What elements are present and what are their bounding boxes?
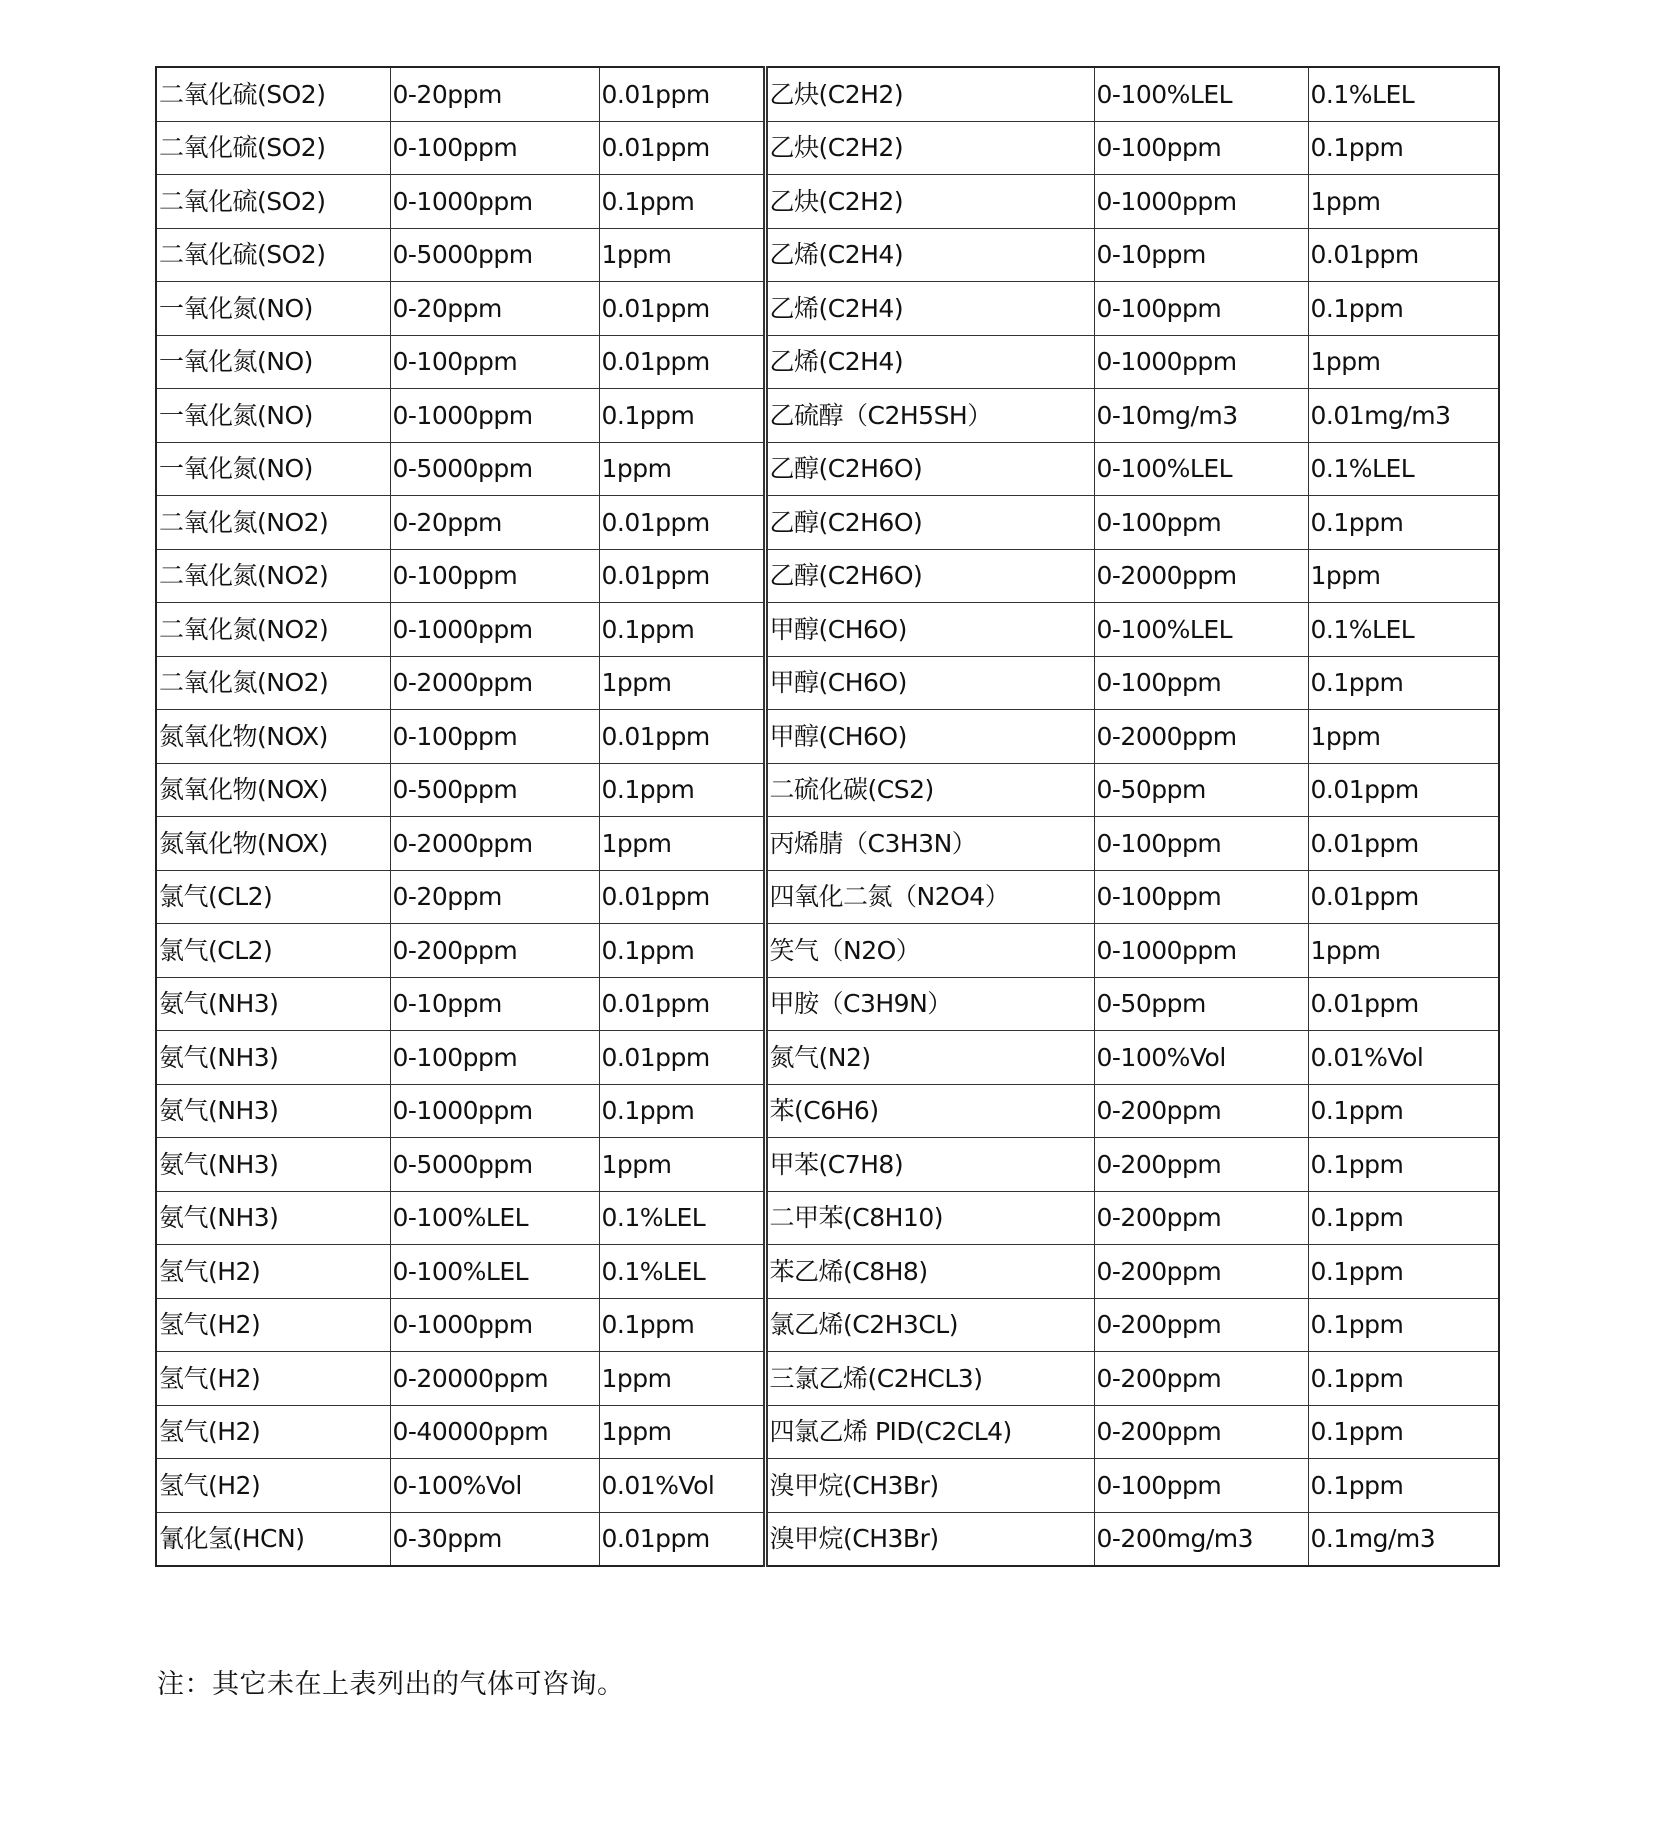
resolution-cell: 0.01ppm bbox=[599, 67, 765, 121]
range-cell: 0-5000ppm bbox=[390, 442, 599, 496]
table-row bbox=[156, 1084, 1499, 1138]
gas-name-cell: 乙炔(C2H2) bbox=[765, 175, 1094, 229]
gas-name-cell: 氢气(H2) bbox=[156, 1405, 390, 1459]
gas-name-cell: 乙醇(C2H6O) bbox=[765, 442, 1094, 496]
gas-spec-table-body bbox=[156, 67, 1499, 1566]
table-row bbox=[156, 656, 1499, 710]
table-row bbox=[156, 389, 1499, 443]
resolution-cell: 0.1ppm bbox=[1308, 496, 1499, 550]
table-row bbox=[156, 1031, 1499, 1085]
range-cell: 0-10ppm bbox=[390, 977, 599, 1031]
resolution-cell: 1ppm bbox=[1308, 549, 1499, 603]
gas-name-cell: 氮氧化物(NOX) bbox=[156, 763, 390, 817]
range-cell: 0-10ppm bbox=[1094, 228, 1308, 282]
range-cell: 0-50ppm bbox=[1094, 763, 1308, 817]
resolution-cell: 1ppm bbox=[1308, 924, 1499, 978]
table-row bbox=[156, 1405, 1499, 1459]
gas-name-cell: 乙炔(C2H2) bbox=[765, 67, 1094, 121]
resolution-cell: 0.1ppm bbox=[599, 389, 765, 443]
range-cell: 0-100ppm bbox=[1094, 282, 1308, 336]
range-cell: 0-200ppm bbox=[1094, 1352, 1308, 1406]
resolution-cell: 0.1ppm bbox=[599, 763, 765, 817]
range-cell: 0-100ppm bbox=[1094, 496, 1308, 550]
gas-name-cell: 氯乙烯(C2H3CL) bbox=[765, 1298, 1094, 1352]
range-cell: 0-100ppm bbox=[1094, 656, 1308, 710]
gas-name-cell: 二氧化氮(NO2) bbox=[156, 656, 390, 710]
range-cell: 0-1000ppm bbox=[390, 1084, 599, 1138]
gas-name-cell: 苯(C6H6) bbox=[765, 1084, 1094, 1138]
range-cell: 0-30ppm bbox=[390, 1512, 599, 1566]
gas-name-cell: 氨气(NH3) bbox=[156, 1031, 390, 1085]
resolution-cell: 0.1mg/m3 bbox=[1308, 1512, 1499, 1566]
resolution-cell: 0.01ppm bbox=[599, 1031, 765, 1085]
resolution-cell: 0.1ppm bbox=[1308, 1084, 1499, 1138]
table-row bbox=[156, 1191, 1499, 1245]
resolution-cell: 1ppm bbox=[599, 1352, 765, 1406]
table-row bbox=[156, 710, 1499, 764]
table-row bbox=[156, 121, 1499, 175]
gas-name-cell: 氨气(NH3) bbox=[156, 1191, 390, 1245]
resolution-cell: 0.1%LEL bbox=[599, 1245, 765, 1299]
range-cell: 0-100ppm bbox=[390, 121, 599, 175]
resolution-cell: 0.1%LEL bbox=[1308, 67, 1499, 121]
gas-name-cell: 乙醇(C2H6O) bbox=[765, 549, 1094, 603]
range-cell: 0-100%LEL bbox=[390, 1245, 599, 1299]
gas-name-cell: 二氧化硫(SO2) bbox=[156, 121, 390, 175]
resolution-cell: 0.01ppm bbox=[599, 549, 765, 603]
resolution-cell: 1ppm bbox=[599, 656, 765, 710]
table-row bbox=[156, 603, 1499, 657]
resolution-cell: 1ppm bbox=[1308, 710, 1499, 764]
resolution-cell: 0.1ppm bbox=[1308, 1298, 1499, 1352]
table-row bbox=[156, 335, 1499, 389]
resolution-cell: 0.1ppm bbox=[599, 1084, 765, 1138]
resolution-cell: 0.1%LEL bbox=[599, 1191, 765, 1245]
table-row bbox=[156, 282, 1499, 336]
gas-name-cell: 氰化氢(HCN) bbox=[156, 1512, 390, 1566]
table-row bbox=[156, 442, 1499, 496]
gas-name-cell: 乙烯(C2H4) bbox=[765, 282, 1094, 336]
resolution-cell: 1ppm bbox=[599, 817, 765, 871]
resolution-cell: 0.01ppm bbox=[1308, 870, 1499, 924]
resolution-cell: 0.01ppm bbox=[599, 282, 765, 336]
table-row bbox=[156, 763, 1499, 817]
resolution-cell: 0.01ppm bbox=[599, 121, 765, 175]
gas-name-cell: 氢气(H2) bbox=[156, 1459, 390, 1513]
range-cell: 0-2000ppm bbox=[1094, 710, 1308, 764]
table-row bbox=[156, 175, 1499, 229]
range-cell: 0-20ppm bbox=[390, 870, 599, 924]
resolution-cell: 0.01ppm bbox=[599, 496, 765, 550]
resolution-cell: 1ppm bbox=[599, 1405, 765, 1459]
gas-name-cell: 氢气(H2) bbox=[156, 1298, 390, 1352]
gas-name-cell: 丙烯腈（C3H3N） bbox=[765, 817, 1094, 871]
gas-name-cell: 氢气(H2) bbox=[156, 1245, 390, 1299]
gas-name-cell: 乙硫醇（C2H5SH） bbox=[765, 389, 1094, 443]
range-cell: 0-10mg/m3 bbox=[1094, 389, 1308, 443]
resolution-cell: 0.1ppm bbox=[1308, 1459, 1499, 1513]
resolution-cell: 0.01ppm bbox=[1308, 763, 1499, 817]
resolution-cell: 0.1ppm bbox=[1308, 1352, 1499, 1406]
resolution-cell: 0.1ppm bbox=[1308, 121, 1499, 175]
resolution-cell: 0.01ppm bbox=[599, 977, 765, 1031]
range-cell: 0-200ppm bbox=[1094, 1191, 1308, 1245]
range-cell: 0-20ppm bbox=[390, 67, 599, 121]
gas-name-cell: 乙烯(C2H4) bbox=[765, 335, 1094, 389]
resolution-cell: 0.01ppm bbox=[599, 335, 765, 389]
table-row bbox=[156, 924, 1499, 978]
resolution-cell: 0.01%Vol bbox=[1308, 1031, 1499, 1085]
range-cell: 0-20ppm bbox=[390, 282, 599, 336]
table-row bbox=[156, 1138, 1499, 1192]
resolution-cell: 0.1ppm bbox=[599, 1298, 765, 1352]
resolution-cell: 0.01ppm bbox=[1308, 228, 1499, 282]
gas-spec-table bbox=[155, 66, 1500, 1567]
range-cell: 0-1000ppm bbox=[1094, 924, 1308, 978]
range-cell: 0-1000ppm bbox=[390, 389, 599, 443]
range-cell: 0-100%LEL bbox=[1094, 442, 1308, 496]
resolution-cell: 0.1%LEL bbox=[1308, 442, 1499, 496]
gas-name-cell: 二甲苯(C8H10) bbox=[765, 1191, 1094, 1245]
gas-name-cell: 乙烯(C2H4) bbox=[765, 228, 1094, 282]
range-cell: 0-2000ppm bbox=[390, 656, 599, 710]
gas-name-cell: 二氧化氮(NO2) bbox=[156, 549, 390, 603]
gas-name-cell: 一氧化氮(NO) bbox=[156, 442, 390, 496]
range-cell: 0-200ppm bbox=[1094, 1084, 1308, 1138]
gas-name-cell: 二氧化氮(NO2) bbox=[156, 496, 390, 550]
gas-name-cell: 甲苯(C7H8) bbox=[765, 1138, 1094, 1192]
range-cell: 0-2000ppm bbox=[1094, 549, 1308, 603]
range-cell: 0-100%LEL bbox=[1094, 67, 1308, 121]
range-cell: 0-200ppm bbox=[1094, 1405, 1308, 1459]
resolution-cell: 0.01ppm bbox=[599, 870, 765, 924]
range-cell: 0-100%LEL bbox=[1094, 603, 1308, 657]
resolution-cell: 0.1%LEL bbox=[1308, 603, 1499, 657]
range-cell: 0-100ppm bbox=[390, 1031, 599, 1085]
gas-name-cell: 氮氧化物(NOX) bbox=[156, 817, 390, 871]
range-cell: 0-1000ppm bbox=[390, 603, 599, 657]
gas-name-cell: 乙醇(C2H6O) bbox=[765, 496, 1094, 550]
resolution-cell: 0.1ppm bbox=[1308, 1138, 1499, 1192]
gas-name-cell: 氨气(NH3) bbox=[156, 1084, 390, 1138]
table-row bbox=[156, 870, 1499, 924]
range-cell: 0-100ppm bbox=[390, 549, 599, 603]
range-cell: 0-100%LEL bbox=[390, 1191, 599, 1245]
resolution-cell: 0.01ppm bbox=[599, 1512, 765, 1566]
table-row bbox=[156, 1298, 1499, 1352]
range-cell: 0-100ppm bbox=[1094, 121, 1308, 175]
gas-name-cell: 氮气(N2) bbox=[765, 1031, 1094, 1085]
range-cell: 0-200ppm bbox=[1094, 1245, 1308, 1299]
footnote: 注：其它未在上表列出的气体可咨询。 bbox=[157, 1669, 625, 1700]
range-cell: 0-1000ppm bbox=[390, 175, 599, 229]
range-cell: 0-100%Vol bbox=[1094, 1031, 1308, 1085]
gas-name-cell: 苯乙烯(C8H8) bbox=[765, 1245, 1094, 1299]
range-cell: 0-1000ppm bbox=[1094, 175, 1308, 229]
gas-name-cell: 氨气(NH3) bbox=[156, 1138, 390, 1192]
resolution-cell: 0.1ppm bbox=[599, 924, 765, 978]
table-row bbox=[156, 977, 1499, 1031]
range-cell: 0-5000ppm bbox=[390, 1138, 599, 1192]
range-cell: 0-2000ppm bbox=[390, 817, 599, 871]
range-cell: 0-20000ppm bbox=[390, 1352, 599, 1406]
gas-name-cell: 四氧化二氮（N2O4） bbox=[765, 870, 1094, 924]
resolution-cell: 0.1ppm bbox=[599, 603, 765, 657]
range-cell: 0-20ppm bbox=[390, 496, 599, 550]
gas-name-cell: 二氧化硫(SO2) bbox=[156, 67, 390, 121]
resolution-cell: 0.01ppm bbox=[1308, 977, 1499, 1031]
gas-name-cell: 一氧化氮(NO) bbox=[156, 282, 390, 336]
gas-name-cell: 三氯乙烯(C2HCL3) bbox=[765, 1352, 1094, 1406]
gas-name-cell: 甲胺（C3H9N） bbox=[765, 977, 1094, 1031]
gas-name-cell: 一氧化氮(NO) bbox=[156, 335, 390, 389]
range-cell: 0-1000ppm bbox=[1094, 335, 1308, 389]
range-cell: 0-1000ppm bbox=[390, 1298, 599, 1352]
resolution-cell: 0.1ppm bbox=[1308, 1245, 1499, 1299]
gas-name-cell: 二硫化碳(CS2) bbox=[765, 763, 1094, 817]
resolution-cell: 0.01%Vol bbox=[599, 1459, 765, 1513]
range-cell: 0-100ppm bbox=[390, 710, 599, 764]
resolution-cell: 0.1ppm bbox=[599, 175, 765, 229]
gas-name-cell: 氯气(CL2) bbox=[156, 870, 390, 924]
gas-name-cell: 甲醇(CH6O) bbox=[765, 603, 1094, 657]
resolution-cell: 0.01ppm bbox=[1308, 817, 1499, 871]
gas-name-cell: 二氧化氮(NO2) bbox=[156, 603, 390, 657]
range-cell: 0-200ppm bbox=[390, 924, 599, 978]
range-cell: 0-50ppm bbox=[1094, 977, 1308, 1031]
resolution-cell: 1ppm bbox=[599, 1138, 765, 1192]
resolution-cell: 1ppm bbox=[599, 442, 765, 496]
gas-name-cell: 笑气（N2O） bbox=[765, 924, 1094, 978]
range-cell: 0-100ppm bbox=[1094, 870, 1308, 924]
resolution-cell: 0.01ppm bbox=[599, 710, 765, 764]
range-cell: 0-200ppm bbox=[1094, 1298, 1308, 1352]
gas-name-cell: 氮氧化物(NOX) bbox=[156, 710, 390, 764]
range-cell: 0-500ppm bbox=[390, 763, 599, 817]
resolution-cell: 0.01mg/m3 bbox=[1308, 389, 1499, 443]
range-cell: 0-5000ppm bbox=[390, 228, 599, 282]
resolution-cell: 0.1ppm bbox=[1308, 1405, 1499, 1459]
gas-name-cell: 氨气(NH3) bbox=[156, 977, 390, 1031]
gas-name-cell: 四氯乙烯 PID(C2CL4) bbox=[765, 1405, 1094, 1459]
range-cell: 0-100ppm bbox=[390, 335, 599, 389]
table-row bbox=[156, 549, 1499, 603]
gas-name-cell: 二氧化硫(SO2) bbox=[156, 175, 390, 229]
table-row bbox=[156, 496, 1499, 550]
resolution-cell: 1ppm bbox=[1308, 175, 1499, 229]
range-cell: 0-200mg/m3 bbox=[1094, 1512, 1308, 1566]
gas-name-cell: 乙炔(C2H2) bbox=[765, 121, 1094, 175]
gas-name-cell: 甲醇(CH6O) bbox=[765, 656, 1094, 710]
resolution-cell: 0.1ppm bbox=[1308, 282, 1499, 336]
gas-name-cell: 甲醇(CH6O) bbox=[765, 710, 1094, 764]
table-row bbox=[156, 67, 1499, 121]
resolution-cell: 1ppm bbox=[1308, 335, 1499, 389]
resolution-cell: 0.1ppm bbox=[1308, 1191, 1499, 1245]
range-cell: 0-100ppm bbox=[1094, 1459, 1308, 1513]
table-row bbox=[156, 228, 1499, 282]
gas-name-cell: 氢气(H2) bbox=[156, 1352, 390, 1406]
resolution-cell: 1ppm bbox=[599, 228, 765, 282]
gas-name-cell: 溴甲烷(CH3Br) bbox=[765, 1512, 1094, 1566]
table-row bbox=[156, 1512, 1499, 1566]
range-cell: 0-100ppm bbox=[1094, 817, 1308, 871]
table-row bbox=[156, 1245, 1499, 1299]
gas-name-cell: 氯气(CL2) bbox=[156, 924, 390, 978]
resolution-cell: 0.1ppm bbox=[1308, 656, 1499, 710]
range-cell: 0-40000ppm bbox=[390, 1405, 599, 1459]
gas-name-cell: 二氧化硫(SO2) bbox=[156, 228, 390, 282]
gas-name-cell: 一氧化氮(NO) bbox=[156, 389, 390, 443]
range-cell: 0-100%Vol bbox=[390, 1459, 599, 1513]
gas-name-cell: 溴甲烷(CH3Br) bbox=[765, 1459, 1094, 1513]
table-row bbox=[156, 1352, 1499, 1406]
table-row bbox=[156, 817, 1499, 871]
range-cell: 0-200ppm bbox=[1094, 1138, 1308, 1192]
table-row bbox=[156, 1459, 1499, 1513]
